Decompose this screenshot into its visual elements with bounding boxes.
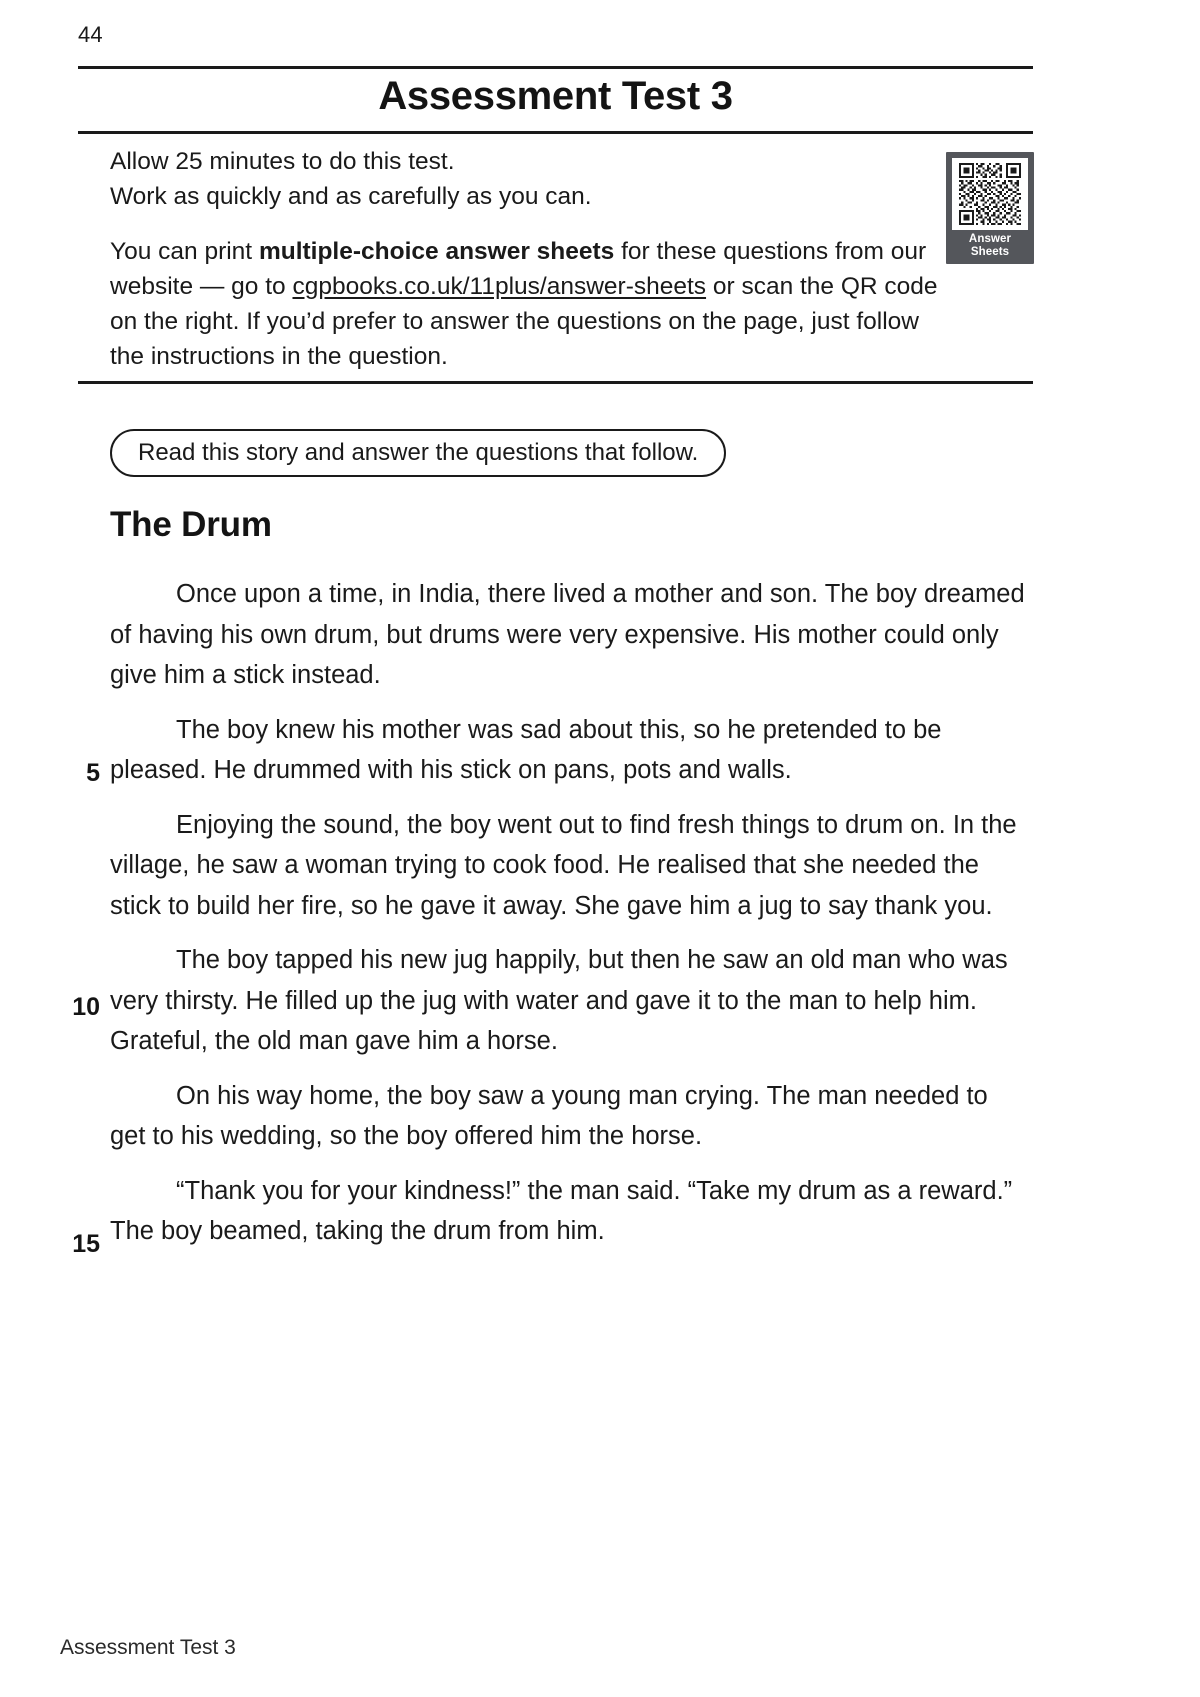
qr-caption-line-1: Answer xyxy=(968,233,1012,245)
qr-caption xyxy=(969,233,1011,259)
page-footer: Assessment Test 3 xyxy=(60,1636,236,1659)
paragraph-spacer xyxy=(110,214,940,234)
line-number-15: 15 xyxy=(72,1230,100,1258)
rule-below-instructions xyxy=(78,381,1033,384)
multiple-choice-emphasis: multiple-choice answer sheets xyxy=(258,238,615,265)
qr-caption-line-2: Sheets xyxy=(970,246,1010,258)
paragraph-lead-text: You can print xyxy=(110,238,259,265)
qr-code-image xyxy=(952,158,1028,230)
answer-sheets-link[interactable]: cgpbooks.co.uk/11plus/answer-sheets xyxy=(292,273,707,300)
reading-prompt-box xyxy=(110,429,726,477)
story-paragraph: On his way home, the boy saw a young man crying. The man needed to get to his wedding, so the boy offered him the horse. xyxy=(110,1081,988,1150)
story-body xyxy=(110,574,1025,1266)
line-number-5: 5 xyxy=(86,759,100,787)
story-paragraph: “Thank you for your kindness!” the man said. “Take my drum as a reward.” The boy beamed, taking the drum from him. xyxy=(110,1176,1013,1245)
instruction-line-1: Allow 25 minutes to do this test. xyxy=(110,148,455,175)
reading-prompt-text: Read this story and answer the questions that follow. xyxy=(138,439,699,466)
page-number: 44 xyxy=(78,22,103,47)
paragraph-mid-text: for these questions from our website — go to xyxy=(110,238,927,300)
page-title: Assessment Test 3 xyxy=(378,74,733,118)
paragraph-tail-text: or scan the QR code on the right. If you’d prefer to answer the questions on the page, just follow the instructions in the question. xyxy=(110,273,938,370)
line-number-10: 10 xyxy=(72,993,100,1021)
story-paragraph: Once upon a time, in India, there lived a mother and son. The boy dreamed of having his own drum, but drums were very expensive. His mother could only give him a stick instead. xyxy=(110,580,1025,689)
answer-sheets-paragraph xyxy=(110,234,940,374)
rule-above-title xyxy=(78,66,1033,69)
instruction-line-2: Work as quickly and as carefully as you can. xyxy=(110,183,592,210)
rule-below-title xyxy=(78,131,1033,134)
story-title: The Drum xyxy=(110,505,272,544)
story-paragraph: Enjoying the sound, the boy went out to find fresh things to drum on. In the village, he saw a woman trying to cook food. He realised that she needed the stick to build her fire, so he gave it away. She gave him a jug to say thank you. xyxy=(110,810,1017,920)
instructions-block xyxy=(110,144,940,374)
story-paragraph: The boy knew his mother was sad about this, so he pretended to be pleased. He drummed with his stick on pans, pots and walls. xyxy=(110,715,942,784)
qr-code-block[interactable] xyxy=(946,152,1034,264)
story-paragraph: The boy tapped his new jug happily, but then he saw an old man who was very thirsty. He filled up the jug with water and gave it to the man to help him. Grateful, the old man gave him a horse. xyxy=(110,946,1008,1055)
